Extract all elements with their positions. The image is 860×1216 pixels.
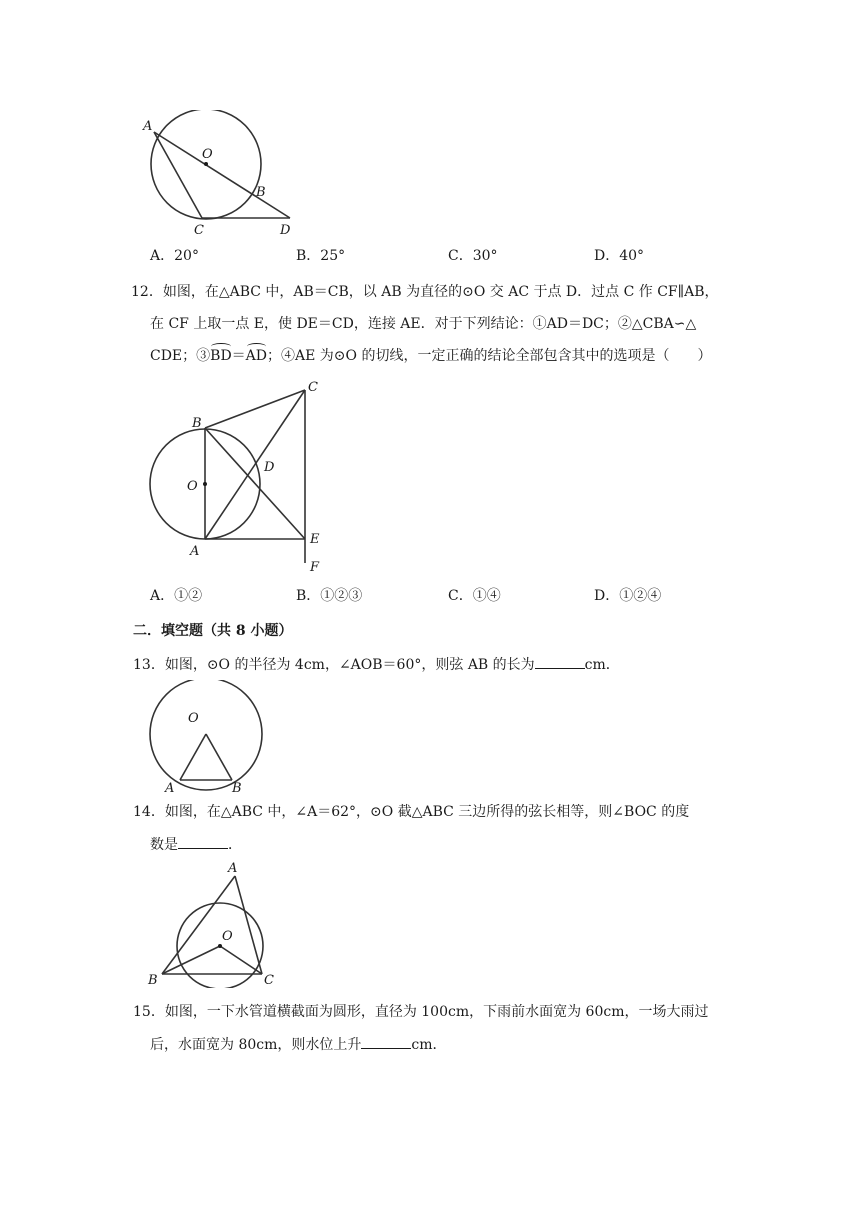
q11-option-c: C．30° [448,248,498,264]
q12-label-e: E [310,532,320,547]
q12-label-d: D [264,460,275,475]
q12-label-o: O [187,479,198,494]
q14-answer-blank [178,834,228,849]
q11-option-b: B．25° [296,248,346,264]
q15-line-1: 15．如图，一下水管道横截面为圆形，直径为 100cm，下雨前水面宽为 60cm，一场大雨过 [133,1004,709,1020]
q14-label-b: B [148,973,158,988]
q14-label-c: C [264,973,274,988]
q12-label-f: F [310,560,320,575]
q12-line-1: 12．如图，在△ABC 中，AB＝CB，以 AB 为直径的⊙O 交 AC 于点 D．过点 C 作 CF∥AB， [131,284,719,300]
q11-label-b: B [256,185,266,200]
q14-line-2: 数是 ． [150,834,242,855]
q12-arc-bd: BD [210,348,232,364]
q14-label-a: A [228,861,238,876]
q15-line-2: 后，水面宽为 80cm，则水位上升 cm． [150,1034,447,1055]
q12-option-a: A．①② [150,588,203,604]
q12-option-b: B．①②③ [296,588,363,604]
q14-label-o: O [222,929,233,944]
q12-line-2: 在 CF 上取一点 E，使 DE＝CD，连接 AE．对于下列结论：①AD＝DC；②△CBA∽△ [150,316,697,332]
q11-option-a: A．20° [150,248,199,264]
q14-figure [140,858,290,988]
q11-option-d: D．40° [594,248,645,264]
q13-label-a: A [165,781,175,795]
q12-option-c: C．①④ [448,588,501,604]
q12-option-d: D．①②④ [594,588,662,604]
q13-label-o: O [188,711,199,726]
q13-text: 13．如图，⊙O 的半径为 4cm，∠AOB＝60°，则弦 AB 的长为 cm． [133,654,620,675]
q11-label-c: C [194,223,204,238]
q12-arc-ad: AD [245,348,268,364]
q12-line-3: CDE；③BD＝AD；④AE 为⊙O 的切线，一定正确的结论全部包含其中的选项是（ ） [150,348,712,364]
q14-line-1: 14．如图，在△ABC 中，∠A＝62°，⊙O 截△ABC 三边所得的弦长相等，则∠BOC 的度 [133,804,690,820]
section-title-fill-in: 二．填空题（共 8 小题） [133,623,293,639]
q11-label-o: O [202,147,213,162]
q11-figure [140,110,300,240]
q12-label-a: A [190,544,200,559]
q11-label-a: A [143,119,153,134]
q13-label-b: B [232,781,242,795]
q13-answer-blank [535,654,585,669]
q13-figure [140,680,270,795]
q12-figure [140,375,340,575]
q12-label-c: C [308,380,318,395]
q15-answer-blank [361,1034,411,1049]
q11-label-d: D [280,223,291,238]
q12-label-b: B [192,416,202,431]
